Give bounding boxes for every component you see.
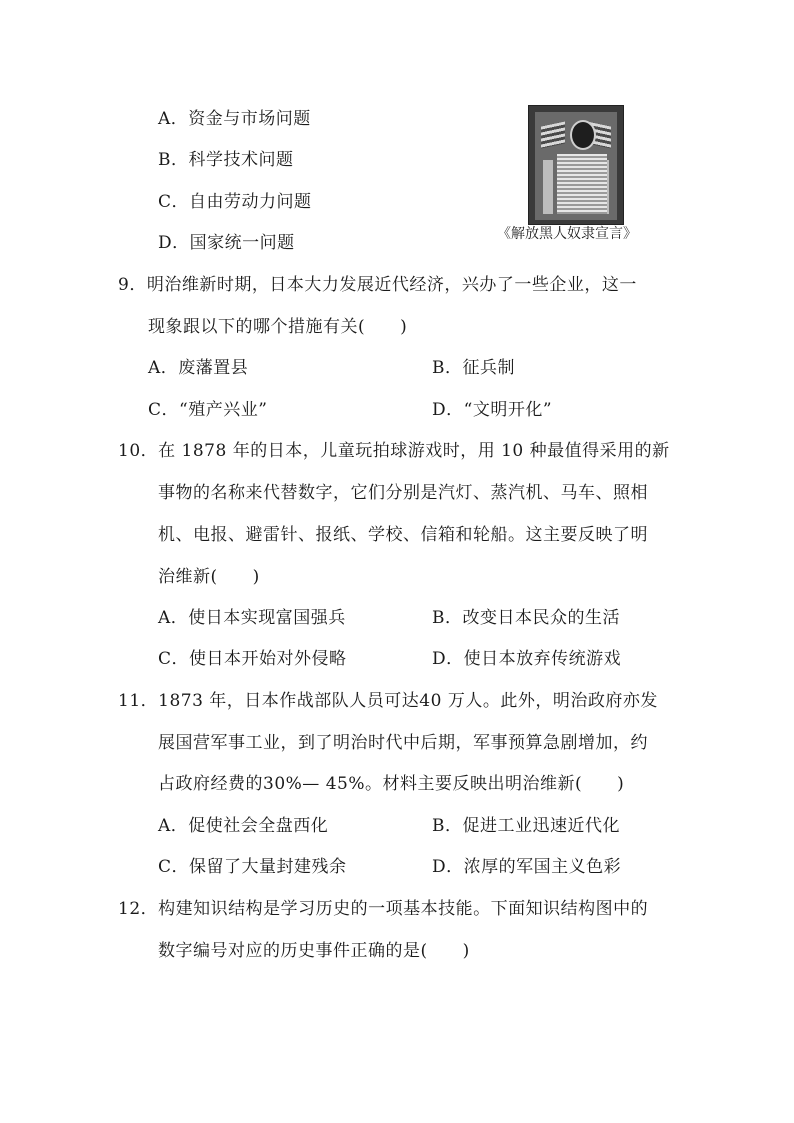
q11-stem-line3: 占政府经费的30%— 45%。材料主要反映出明治维新( ): [158, 774, 625, 794]
q11-option-b: B．促进工业迅速近代化: [432, 816, 620, 836]
q12-stem-line2: 数字编号对应的历史事件正确的是( ): [158, 941, 470, 961]
portrait-graphic: [570, 120, 596, 150]
q10-stem-line3: 机、电报、避雷针、报纸、学校、信箱和轮船。这主要反映了明: [158, 525, 648, 545]
q10-option-c: C．使日本开始对外侵略: [158, 649, 347, 669]
q8-option-c: C．自由劳动力问题: [158, 192, 312, 212]
q11-option-c: C．保留了大量封建残余: [158, 857, 347, 877]
q10-option-a: A．使日本实现富国强兵: [158, 608, 346, 628]
q11-option-a: A．促使社会全盘西化: [158, 816, 329, 836]
q9-option-a: A．废藩置县: [148, 358, 249, 378]
q11-option-d: D．浓厚的军国主义色彩: [432, 857, 622, 877]
q9-stem-line2: 现象跟以下的哪个措施有关( ): [148, 317, 408, 337]
q9-option-c: C．“殖产兴业”: [148, 400, 268, 420]
q10-stem-line1: 10．在 1878 年的日本，儿童玩拍球游戏时，用 10 种最值得采用的新: [118, 441, 670, 461]
q10-stem-line4: 治维新( ): [158, 567, 260, 587]
emancipation-proclamation-image: [528, 105, 624, 225]
q8-option-b: B．科学技术问题: [158, 150, 294, 170]
q12-stem-line1: 12．构建知识结构是学习历史的一项基本技能。下面知识结构图中的: [118, 899, 649, 919]
q11-stem-line2: 展国营军事工业，到了明治时代中后期，军事预算急剧增加，约: [158, 733, 648, 753]
document-text-graphic: [557, 154, 607, 214]
q10-stem-line2: 事物的名称来代替数字，它们分别是汽灯、蒸汽机、马车、照相: [158, 483, 648, 503]
figure-caption: 《解放黑人奴隶宣言》: [497, 226, 637, 242]
q10-option-b: B．改变日本民众的生活: [432, 608, 620, 628]
q8-option-d: D．国家统一问题: [158, 233, 295, 253]
q8-option-a: A．资金与市场问题: [158, 109, 311, 129]
q9-option-b: B．征兵制: [432, 358, 515, 378]
flag-left-graphic: [541, 121, 565, 148]
q9-option-d: D．“文明开化”: [432, 400, 553, 420]
q9-stem-line1: 9．明治维新时期，日本大力发展近代经济，兴办了一些企业，这一: [118, 275, 637, 295]
q10-option-d: D．使日本放弃传统游戏: [432, 649, 622, 669]
column-left-graphic: [543, 160, 553, 214]
q11-stem-line1: 11．1873 年，日本作战部队人员可达40 万人。此外，明治政府亦发: [118, 691, 658, 711]
